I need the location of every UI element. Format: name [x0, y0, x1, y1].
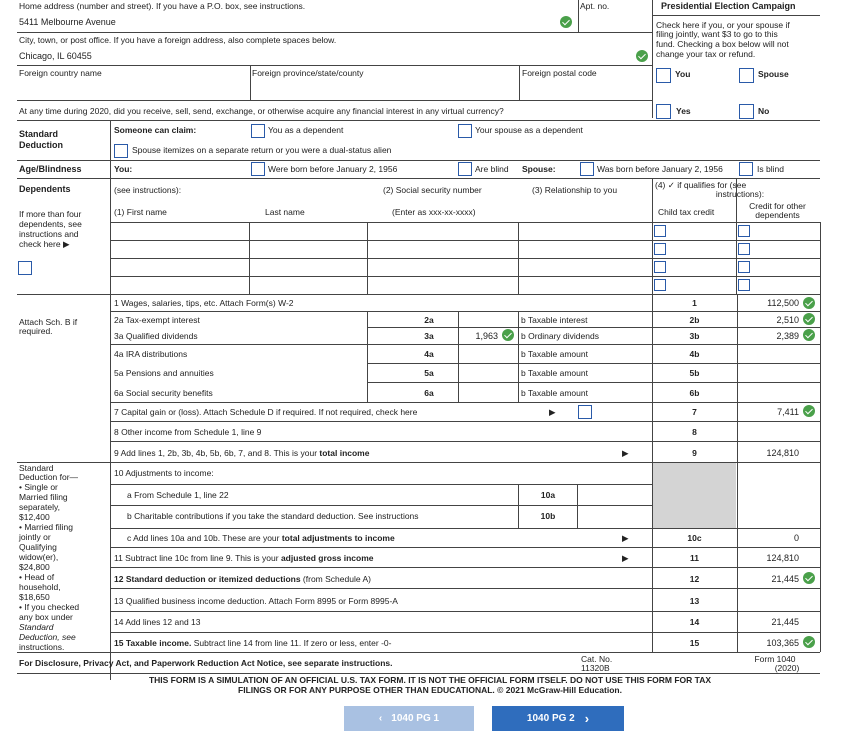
line-9-label: 9 Add lines 1, 2b, 3b, 4b, 5b, 6b, 7, and 8. This is your total income — [114, 448, 370, 458]
line-14-label: 14 Add lines 12 and 13 — [114, 617, 201, 627]
you-born-label: Were born before January 2, 1956 — [268, 164, 398, 174]
dependents-title: Dependents — [19, 184, 71, 194]
line-9-num: 9 — [692, 448, 697, 458]
foreign-postal-label: Foreign postal code — [522, 68, 597, 78]
campaign-you-checkbox[interactable] — [656, 68, 671, 83]
enter-as-header: (Enter as xxx-xx-xxxx) — [392, 207, 476, 217]
line-7-num: 7 — [692, 407, 697, 417]
line-2a-label: 2a Tax-exempt interest — [114, 315, 200, 325]
check-icon — [803, 313, 815, 325]
age-spouse-label: Spouse: — [522, 164, 556, 174]
virtual-yes-label: Yes — [676, 106, 691, 116]
dep-note-1: If more than four — [19, 209, 82, 219]
city-input[interactable]: Chicago, IL 60455 — [19, 51, 92, 61]
line-4a-label: 4a IRA distributions — [114, 349, 188, 359]
campaign-text-3: fund. Checking a box below will not — [656, 39, 789, 49]
virtual-no-label: No — [758, 106, 770, 116]
check-icon — [502, 329, 514, 341]
check-icon — [803, 572, 815, 584]
spouse-dependent-checkbox[interactable] — [458, 124, 472, 138]
form-label: Form 1040 — [754, 654, 796, 664]
campaign-text-4: change your tax or refund. — [656, 49, 756, 59]
city-label: City, town, or post office. If you have a foreign address, also complete spaces below. — [19, 35, 337, 45]
virtual-yes-checkbox[interactable] — [656, 104, 671, 119]
spouse-blind-label: Is blind — [757, 164, 784, 174]
form-year: (2020) — [774, 663, 800, 673]
line-7-label: 7 Capital gain or (loss). Attach Schedule D if required. If not required, check here — [114, 407, 418, 417]
line-11-label: 11 Subtract line 10c from line 9. This is your adjusted gross income — [114, 553, 374, 563]
cat-no-value: 11320B — [581, 663, 610, 673]
chevron-right-icon: › — [584, 711, 590, 726]
campaign-title: Presidential Election Campaign — [661, 1, 796, 11]
apt-label: Apt. no. — [580, 1, 610, 11]
line-5b-label: b Taxable amount — [521, 368, 588, 378]
first-name-header: (1) First name — [114, 207, 167, 217]
line-10c-label: c Add lines 10a and 10b. These are your total adjustments to income — [127, 533, 395, 543]
line-3a-num: 3a — [424, 331, 434, 341]
line-10a-label: a From Schedule 1, line 22 — [127, 490, 229, 500]
spouse-born-label: Was born before January 2, 1956 — [597, 164, 723, 174]
dep-note-4: check here ▶ — [19, 239, 70, 249]
line-10-label: 10 Adjustments to income: — [114, 468, 214, 478]
home-address-label: Home address (number and street). If you have a P.O. box, see instructions. — [19, 1, 306, 11]
check-icon — [803, 297, 815, 309]
cod-checkbox-1[interactable] — [738, 225, 750, 237]
std-ded-title-2: Deduction — [19, 140, 63, 150]
line-14-value: 21,445 — [771, 617, 799, 627]
line-8-label: 8 Other income from Schedule 1, line 9 — [114, 427, 262, 437]
line-6b-label: b Taxable amount — [521, 388, 588, 398]
line-6a-num: 6a — [424, 388, 434, 398]
line-2a-num: 2a — [424, 315, 434, 325]
next-page-button[interactable] — [492, 706, 624, 731]
campaign-you-label: You — [675, 69, 691, 79]
line-3b-num: 3b — [689, 331, 700, 341]
spouse-dependent-label: Your spouse as a dependent — [475, 125, 583, 135]
line-11-value: 124,810 — [766, 553, 799, 563]
line-10b-label: b Charitable contributions if you take the standard deduction. See instructions — [127, 511, 419, 521]
line-10c-num: 10c — [687, 533, 702, 543]
foreign-province-label: Foreign province/state/county — [252, 68, 364, 78]
arrow-icon: ▶ — [622, 448, 629, 458]
line-3b-label: b Ordinary dividends — [521, 331, 599, 341]
you-dependent-checkbox[interactable] — [251, 124, 265, 138]
dependents-see: (see instructions): — [114, 185, 182, 195]
virtual-currency-question: At any time during 2020, did you receive, sell, send, exchange, or otherwise acquire any financial interest in any virtual currency? — [19, 106, 504, 116]
dep-note-3: instructions and — [19, 229, 79, 239]
check-icon — [803, 329, 815, 341]
ctc-header: Child tax credit — [658, 207, 715, 217]
line-8-num: 8 — [692, 427, 697, 437]
next-page-label: 1040 PG 2 — [526, 713, 575, 724]
line-10a-num: 10a — [540, 490, 556, 500]
more-dependents-checkbox[interactable] — [18, 261, 32, 275]
check-icon — [803, 405, 815, 417]
line-6b-num: 6b — [689, 388, 700, 398]
line-13-label: 13 Qualified business income deduction. Attach Form 8995 or Form 8995-A — [114, 596, 398, 606]
qualifies-header-2: instructions): — [715, 189, 765, 199]
cod-checkbox-2[interactable] — [738, 243, 750, 255]
dep-note-2: dependents, see — [19, 219, 82, 229]
line-3a-input[interactable]: 1,963 — [475, 331, 498, 341]
line-6a-label: 6a Social security benefits — [114, 388, 213, 398]
check-icon — [636, 50, 648, 62]
line-7-input[interactable]: 7,411 — [777, 407, 799, 417]
you-blind-label: Are blind — [475, 164, 509, 174]
line-2b-input[interactable]: 2,510 — [776, 315, 799, 325]
line-4b-label: b Taxable amount — [521, 349, 588, 359]
line-1-num: 1 — [692, 298, 697, 308]
chevron-left-icon: ‹ — [378, 713, 383, 724]
simulation-notice-1: THIS FORM IS A SIMULATION OF AN OFFICIAL U.S. TAX FORM. IT IS NOT THE OFFICIAL FORM ITSELF. DO NOT USE THIS FORM FOR TAX — [148, 675, 712, 685]
cod-header-2: dependents — [755, 210, 800, 220]
someone-can-claim: Someone can claim: — [114, 125, 197, 135]
cod-header-1: Credit for other — [749, 201, 806, 211]
line-4a-num: 4a — [424, 349, 434, 359]
line-12-label: 12 Standard deduction or itemized deductions (from Schedule A) — [114, 574, 371, 584]
spouse-blind-checkbox[interactable] — [739, 162, 753, 176]
line-5b-num: 5b — [689, 368, 700, 378]
qualifies-header-1: (4) ✓ if qualifies for (see — [655, 180, 747, 190]
check-icon — [560, 16, 572, 28]
foreign-country-label: Foreign country name — [19, 68, 102, 78]
line-15-input[interactable]: 103,365 — [766, 638, 799, 648]
campaign-spouse-checkbox[interactable] — [739, 68, 754, 83]
prev-page-label: 1040 PG 1 — [391, 713, 440, 724]
home-address-input[interactable]: 5411 Melbourne Avenue — [19, 17, 116, 27]
arrow-icon: ▶ — [622, 553, 629, 563]
line-10c-value: 0 — [793, 533, 799, 543]
virtual-no-checkbox[interactable] — [739, 104, 754, 119]
line-5a-num: 5a — [424, 368, 434, 378]
line-1-label: 1 Wages, salaries, tips, etc. Attach Form(s) W-2 — [114, 298, 294, 308]
check-icon — [803, 636, 815, 648]
disclosure-note: For Disclosure, Privacy Act, and Paperwork Reduction Act Notice, see separate instructions. — [19, 658, 393, 668]
line-15-num: 15 — [689, 638, 700, 648]
campaign-text-2: filing jointly, want $3 to go to this — [656, 29, 778, 39]
ctc-checkbox-1[interactable] — [654, 225, 666, 237]
std-ded-title-1: Standard — [19, 129, 59, 139]
line-12-num: 12 — [689, 574, 700, 584]
you-blind-checkbox[interactable] — [458, 162, 472, 176]
ctc-checkbox-2[interactable] — [654, 243, 666, 255]
spouse-itemizes-checkbox[interactable] — [114, 144, 128, 158]
line-3b-input[interactable]: 2,389 — [776, 331, 799, 341]
sch-b-note-2: required. — [19, 326, 53, 336]
age-blindness-title: Age/Blindness — [19, 164, 82, 174]
relationship-header: (3) Relationship to you — [532, 185, 618, 195]
cat-no-label: Cat. No. — [581, 654, 613, 664]
line-15-label: 15 Taxable income. Subtract line 14 from line 11. If zero or less, enter -0- — [114, 638, 392, 648]
campaign-text-1: Check here if you, or your spouse if — [656, 20, 790, 30]
arrow-icon: ▶ — [622, 533, 629, 543]
cod-checkbox-4[interactable] — [738, 279, 750, 291]
line-2b-label: b Taxable interest — [521, 315, 588, 325]
line-9-value: 124,810 — [766, 448, 799, 458]
ctc-checkbox-4[interactable] — [654, 279, 666, 291]
line-3a-label: 3a Qualified dividends — [114, 331, 198, 341]
line-10b-num: 10b — [540, 511, 556, 521]
line-11-num: 11 — [690, 553, 699, 563]
last-name-header: Last name — [265, 207, 305, 217]
spouse-born-checkbox[interactable] — [580, 162, 594, 176]
arrow-icon: ▶ — [549, 407, 556, 417]
campaign-spouse-label: Spouse — [758, 69, 789, 79]
sch-b-note-1: Attach Sch. B if — [19, 317, 78, 327]
spouse-itemizes-label: Spouse itemizes on a separate return or you were a dual-status alien — [132, 145, 392, 155]
line-13-num: 13 — [689, 596, 700, 606]
you-dependent-label: You as a dependent — [268, 125, 344, 135]
ctc-checkbox-3[interactable] — [654, 261, 666, 273]
age-you-label: You: — [114, 164, 133, 174]
line-2b-num: 2b — [689, 315, 700, 325]
line-7-checkbox[interactable] — [578, 405, 592, 419]
line-12-input[interactable]: 21,445 — [771, 574, 799, 584]
you-born-checkbox[interactable] — [251, 162, 265, 176]
line-14-num: 14 — [689, 617, 700, 627]
prev-page-button[interactable] — [344, 706, 474, 731]
line-1-input[interactable]: 112,500 — [767, 298, 799, 308]
ssn-header: (2) Social security number — [383, 185, 482, 195]
line-5a-label: 5a Pensions and annuities — [114, 368, 214, 378]
cod-checkbox-3[interactable] — [738, 261, 750, 273]
simulation-notice-2: FILINGS OR FOR ANY PURPOSE OTHER THAN EDUCATIONAL. © 2021 McGraw-Hill Education. — [238, 685, 622, 695]
line-4b-num: 4b — [689, 349, 700, 359]
